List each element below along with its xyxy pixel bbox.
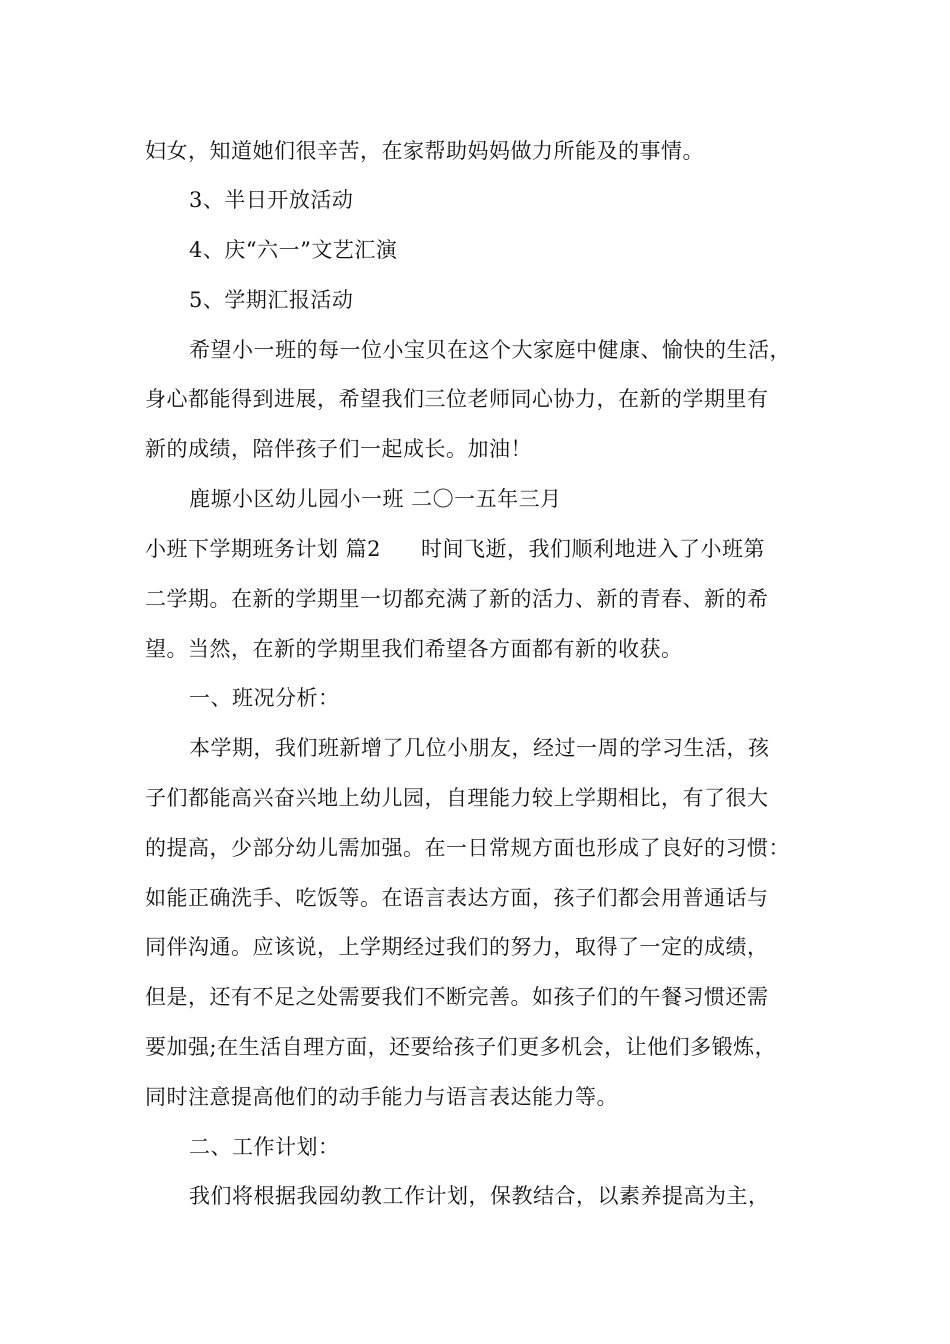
paragraph-line: 子们都能高兴奋兴地上幼儿园，自理能力较上学期相比，有了很大 — [145, 786, 769, 810]
paragraph-line: 希望小一班的每一位小宝贝在这个大家庭中健康、愉快的生活， — [189, 338, 791, 362]
paragraph-line: 但是，还有不足之处需要我们不断完善。如孩子们的午餐习惯还需 — [145, 985, 769, 1009]
paragraph-line: 同伴沟通。应该说，上学期经过我们的努力，取得了一定的成绩， — [145, 935, 769, 959]
paragraph-line: 的提高，少部分幼儿需加强。在一日常规方面也形成了良好的习惯： — [145, 836, 790, 860]
paragraph-line: 要加强;在生活自理方面，还要给孩子们更多机会，让他们多锻炼， — [145, 1035, 777, 1059]
paragraph-line: 本学期，我们班新增了几位小朋友，经过一周的学习生活，孩 — [189, 736, 770, 760]
paragraph-line: 身心都能得到进展，希望我们三位老师同心协力，在新的学期里有 — [145, 387, 769, 411]
paragraph-start: 时间飞逝，我们顺利地进入了小班第 — [421, 537, 766, 561]
signature-line: 鹿塬小区幼儿园小一班 二〇一五年三月 — [189, 487, 562, 511]
section-title: 小班下学期班务计划 篇2 — [145, 537, 382, 561]
subheading: 二、工作计划： — [189, 1135, 340, 1159]
paragraph-line: 妇女，知道她们很辛苦，在家帮助妈妈做力所能及的事情。 — [145, 139, 704, 163]
paragraph-line: 我们将根据我园幼教工作计划，保教结合，以素养提高为主， — [189, 1184, 770, 1208]
paragraph-line: 二学期。在新的学期里一切都充满了新的活力、新的青春、新的希 — [145, 587, 769, 611]
subheading: 一、班况分析： — [189, 686, 340, 710]
section-heading-line — [145, 534, 825, 564]
list-item: 3、半日开放活动 — [189, 188, 354, 212]
paragraph-line: 如能正确洗手、吃饭等。在语言表达方面，孩子们都会用普通话与 — [145, 886, 769, 910]
list-item: 4、庆“六一”文艺汇演 — [189, 238, 398, 262]
list-item: 5、学期汇报活动 — [189, 288, 354, 312]
paragraph-line: 同时注意提高他们的动手能力与语言表达能力等。 — [145, 1085, 618, 1109]
paragraph-line: 望。当然，在新的学期里我们希望各方面都有新的收获。 — [145, 637, 683, 661]
paragraph-line: 新的成绩，陪伴孩子们一起成长。加油！ — [145, 437, 532, 461]
